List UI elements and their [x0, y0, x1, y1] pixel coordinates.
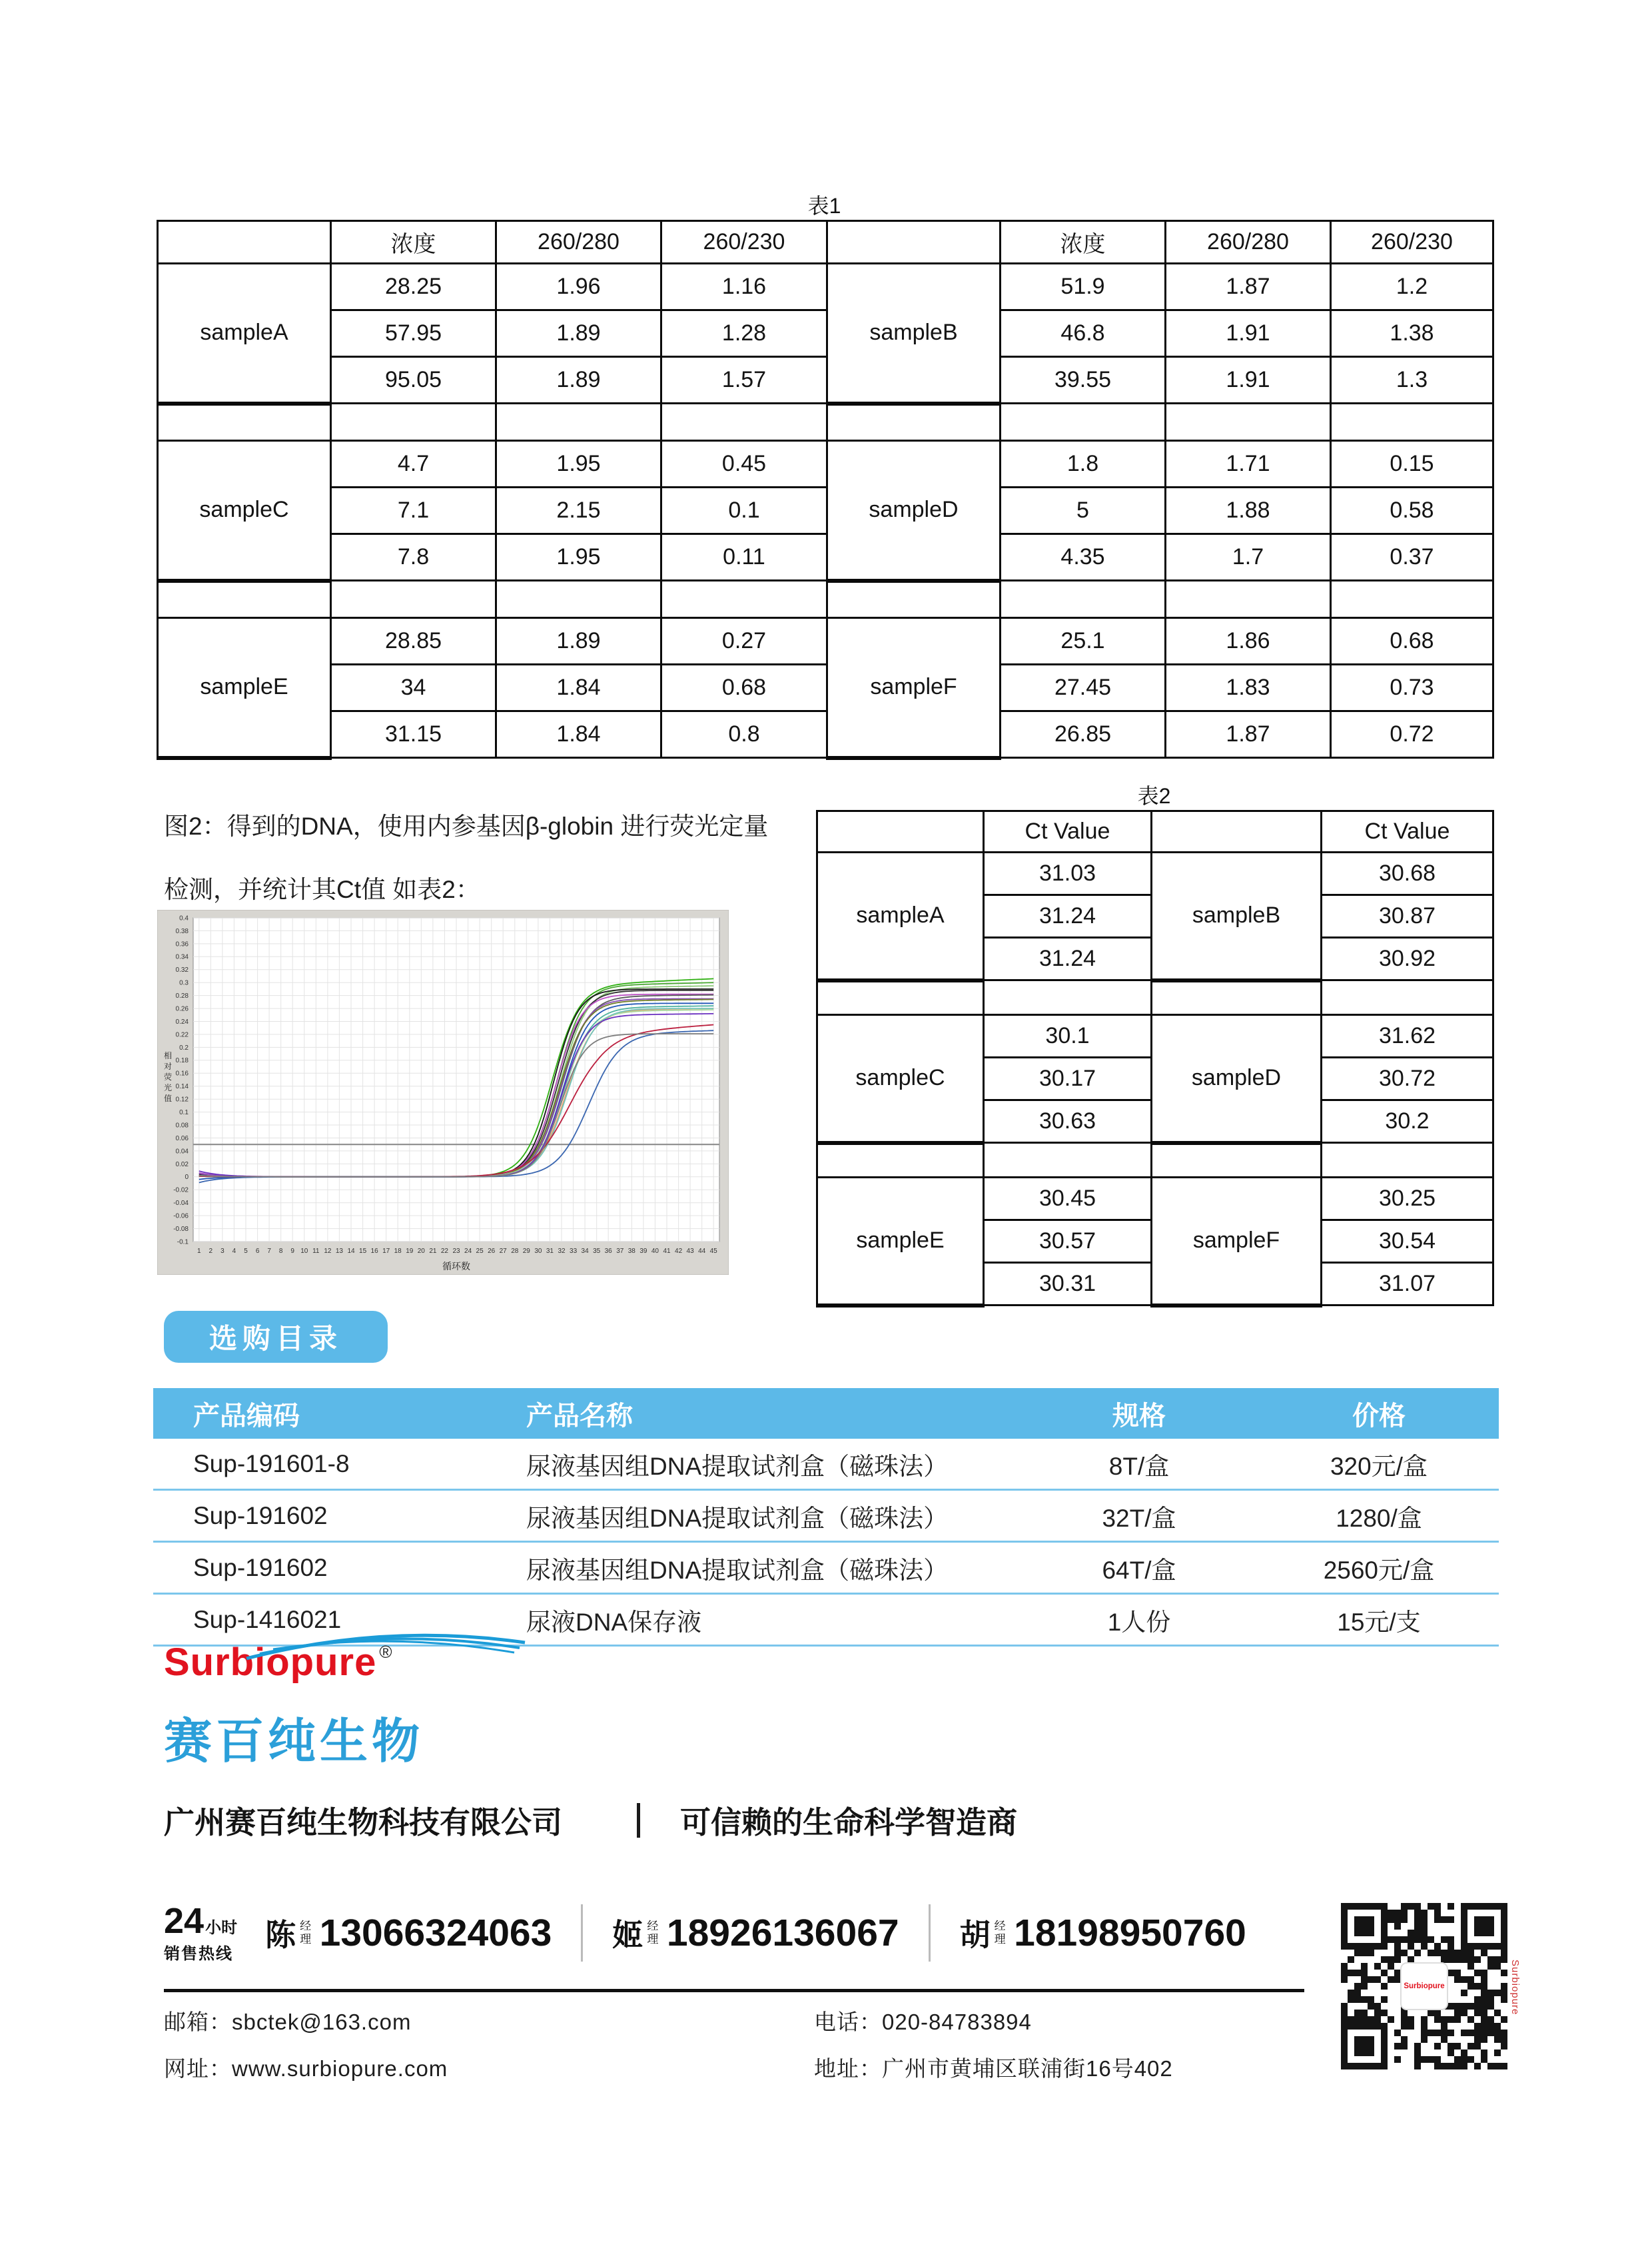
- cell: [1152, 811, 1322, 853]
- cell: [984, 1143, 1152, 1178]
- svg-text:0.16: 0.16: [175, 1070, 189, 1078]
- product-spec: 64T/盒: [1019, 1542, 1259, 1594]
- table-row: [817, 1015, 1493, 1058]
- value-cell: 0.11: [661, 534, 827, 581]
- cell: [827, 581, 1001, 618]
- sample-label: sampleE: [817, 1178, 984, 1306]
- value-cell: 0.73: [1331, 665, 1493, 711]
- col-header: Ct Value: [984, 811, 1152, 853]
- svg-text:5: 5: [244, 1248, 248, 1255]
- value-cell: 1.3: [1331, 357, 1493, 404]
- svg-text:36: 36: [604, 1248, 612, 1255]
- table-row: [158, 488, 1493, 534]
- svg-text:32: 32: [558, 1248, 566, 1255]
- svg-text:0.4: 0.4: [179, 915, 189, 923]
- svg-text:-0.08: -0.08: [173, 1226, 189, 1233]
- svg-text:35: 35: [593, 1248, 601, 1255]
- svg-text:7: 7: [267, 1248, 271, 1255]
- svg-text:20: 20: [417, 1248, 425, 1255]
- cell: [158, 581, 331, 618]
- value-cell: 1.95: [496, 441, 661, 488]
- svg-text:16: 16: [370, 1248, 378, 1255]
- footer-address: [814, 2052, 1173, 2083]
- value-cell: 1.89: [496, 357, 661, 404]
- svg-text:-0.1: -0.1: [177, 1238, 189, 1246]
- value-cell: 51.9: [1001, 264, 1166, 310]
- table-row: [153, 1542, 1499, 1594]
- svg-text:0.22: 0.22: [175, 1031, 189, 1039]
- value-cell: 1.16: [661, 264, 827, 310]
- table-header-row: [153, 1388, 1499, 1439]
- contact-entry: [960, 1911, 1246, 1955]
- value-cell: 0.58: [1331, 488, 1493, 534]
- footer-website: [164, 2052, 448, 2083]
- svg-text:0.28: 0.28: [175, 992, 189, 1000]
- company-name: 广州赛百纯生物科技有限公司: [164, 1805, 562, 1840]
- value-cell: 30.57: [984, 1220, 1152, 1263]
- registered-mark-icon: ®: [379, 1642, 392, 1662]
- svg-text:0.12: 0.12: [175, 1096, 189, 1104]
- col-header: 260/230: [661, 221, 827, 264]
- svg-text:0.02: 0.02: [175, 1160, 189, 1168]
- sample-label: sampleB: [1152, 853, 1322, 980]
- contact-phone: 18198950760: [1014, 1912, 1246, 1954]
- contact-title: 经理: [647, 1920, 659, 1946]
- product-code: Sup-191602: [153, 1490, 486, 1542]
- value-cell: 0.45: [661, 441, 827, 488]
- spacer-row: [817, 1143, 1493, 1178]
- value-cell: 1.88: [1166, 488, 1331, 534]
- value-cell: 1.71: [1166, 441, 1331, 488]
- table-row: [158, 711, 1493, 758]
- svg-text:0.08: 0.08: [175, 1122, 189, 1130]
- value-cell: 28.85: [331, 618, 496, 665]
- col-header: Ct Value: [1322, 811, 1493, 853]
- qr-center-text: Surbiopure: [1404, 1982, 1445, 1990]
- contact-name: 陈: [265, 1918, 296, 1952]
- value-cell: 5: [1001, 488, 1166, 534]
- sample-label: sampleA: [817, 853, 984, 980]
- logo-chinese: 赛百纯生物: [164, 1715, 424, 1768]
- value-cell: 0.15: [1331, 441, 1493, 488]
- svg-text:12: 12: [324, 1248, 332, 1255]
- product-code: Sup-1416021: [153, 1594, 486, 1646]
- value-cell: 39.55: [1001, 357, 1166, 404]
- svg-text:-0.02: -0.02: [173, 1186, 189, 1194]
- contact-title: 经理: [994, 1920, 1006, 1946]
- svg-text:相: 相: [163, 1051, 173, 1060]
- svg-text:14: 14: [347, 1248, 355, 1255]
- col-header: 产品名称: [486, 1388, 1019, 1439]
- value-cell: 1.38: [1331, 310, 1493, 357]
- company-line: [164, 1798, 1017, 1842]
- svg-text:22: 22: [440, 1248, 448, 1255]
- svg-text:1: 1: [197, 1248, 201, 1255]
- cell: [661, 581, 827, 618]
- product-name: 尿液基因组DNA提取试剂盒（磁珠法）: [486, 1490, 1019, 1542]
- value-cell: 31.24: [984, 938, 1152, 980]
- svg-text:9: 9: [290, 1248, 294, 1255]
- table1-title: 表1: [807, 194, 841, 218]
- figure2-caption: [164, 795, 837, 921]
- value-cell: 30.54: [1322, 1220, 1493, 1263]
- cell: [827, 221, 1001, 264]
- col-header: 260/280: [1166, 221, 1331, 264]
- table-row: [817, 853, 1493, 895]
- svg-text:39: 39: [639, 1248, 647, 1255]
- cell: [331, 581, 496, 618]
- value-cell: 7.8: [331, 534, 496, 581]
- value-cell: 31.07: [1322, 1263, 1493, 1306]
- svg-text:24: 24: [464, 1248, 472, 1255]
- product-name: 尿液基因组DNA提取试剂盒（磁珠法）: [486, 1439, 1019, 1490]
- cell: [1166, 581, 1331, 618]
- cell: [1152, 980, 1322, 1015]
- sample-label: sampleB: [827, 264, 1001, 404]
- svg-text:0.2: 0.2: [179, 1044, 189, 1052]
- product-code: Sup-191601-8: [153, 1439, 486, 1490]
- svg-text:13: 13: [335, 1248, 343, 1255]
- value-cell: 1.84: [496, 711, 661, 758]
- value-cell: 28.25: [331, 264, 496, 310]
- cell: [1322, 1143, 1493, 1178]
- col-header: 260/280: [496, 221, 661, 264]
- value-cell: 57.95: [331, 310, 496, 357]
- sample-label: sampleE: [158, 618, 331, 758]
- footer-label: 邮箱：: [164, 2010, 232, 2034]
- sample-label: sampleC: [158, 441, 331, 581]
- value-cell: 0.68: [1331, 618, 1493, 665]
- divider: [164, 1989, 1304, 1992]
- cell: [1152, 1143, 1322, 1178]
- svg-text:0.36: 0.36: [175, 940, 189, 948]
- sample-label: sampleD: [827, 441, 1001, 581]
- cell: [158, 404, 331, 441]
- product-name: 尿液DNA保存液: [486, 1594, 1019, 1646]
- value-cell: 0.27: [661, 618, 827, 665]
- col-header: 浓度: [331, 221, 496, 264]
- footer-label: 网址：: [164, 2056, 232, 2081]
- svg-text:31: 31: [546, 1248, 554, 1255]
- svg-text:30: 30: [534, 1248, 542, 1255]
- col-header: 价格: [1259, 1388, 1499, 1439]
- x-axis-title: 循环数: [442, 1261, 470, 1272]
- value-cell: 0.37: [1331, 534, 1493, 581]
- value-cell: 1.89: [496, 618, 661, 665]
- svg-text:41: 41: [663, 1248, 671, 1255]
- y-axis-title: [164, 1050, 172, 1103]
- brand-logo: [164, 1640, 710, 1772]
- cell: [661, 404, 827, 441]
- value-cell: 30.45: [984, 1178, 1152, 1220]
- company-slogan: 可信赖的生命科学智造商: [680, 1805, 1017, 1840]
- cell: [1322, 980, 1493, 1015]
- value-cell: 31.24: [984, 895, 1152, 938]
- product-spec: 32T/盒: [1019, 1490, 1259, 1542]
- qr-center-logo: [1400, 1962, 1448, 2010]
- svg-text:0.3: 0.3: [179, 979, 189, 987]
- svg-text:40: 40: [651, 1248, 659, 1255]
- cell: [827, 404, 1001, 441]
- svg-text:2: 2: [208, 1248, 213, 1255]
- value-cell: 1.84: [496, 665, 661, 711]
- footer-email: [164, 2005, 411, 2036]
- value-cell: 0.1: [661, 488, 827, 534]
- svg-text:值: 值: [163, 1094, 173, 1103]
- svg-text:45: 45: [709, 1248, 717, 1255]
- table-row: [158, 618, 1493, 665]
- value-cell: 1.7: [1166, 534, 1331, 581]
- svg-text:0.04: 0.04: [175, 1148, 189, 1156]
- divider: [637, 1803, 640, 1838]
- svg-text:38: 38: [627, 1248, 635, 1255]
- contact-entry: [612, 1911, 899, 1955]
- value-cell: 1.91: [1166, 310, 1331, 357]
- svg-text:0.34: 0.34: [175, 953, 189, 961]
- value-cell: 30.25: [1322, 1178, 1493, 1220]
- contact-name: 胡: [959, 1918, 991, 1952]
- cell: [817, 1143, 984, 1178]
- svg-text:10: 10: [300, 1248, 308, 1255]
- caption-line: 检测，并统计其Ct值 如表2：: [164, 876, 480, 903]
- col-header: 产品编码: [153, 1388, 486, 1439]
- product-spec: 8T/盒: [1019, 1439, 1259, 1490]
- footer-value: sbctek@163.com: [232, 2010, 412, 2034]
- col-header: 规格: [1019, 1388, 1259, 1439]
- svg-text:28: 28: [511, 1248, 519, 1255]
- value-cell: 4.35: [1001, 534, 1166, 581]
- spacer-row: [158, 581, 1493, 618]
- sample-label: sampleD: [1152, 1015, 1322, 1143]
- table-row: [158, 357, 1493, 404]
- value-cell: 1.83: [1166, 665, 1331, 711]
- hotline-subtitle: 销售热线: [164, 1944, 233, 1963]
- sample-label: sampleF: [827, 618, 1001, 758]
- svg-text:17: 17: [382, 1248, 390, 1255]
- value-cell: 31.15: [331, 711, 496, 758]
- svg-text:6: 6: [255, 1248, 260, 1255]
- value-cell: 1.91: [1166, 357, 1331, 404]
- svg-text:0.32: 0.32: [175, 966, 189, 974]
- cell: [1331, 581, 1493, 618]
- table1-dna-qc: [157, 220, 1494, 760]
- footer-value: 广州市黄埔区联浦街16号402: [882, 2056, 1173, 2081]
- svg-text:对: 对: [163, 1062, 173, 1071]
- product-name: 尿液基因组DNA提取试剂盒（磁珠法）: [486, 1542, 1019, 1594]
- svg-text:3: 3: [220, 1248, 224, 1255]
- table-row: [158, 441, 1493, 488]
- cell: [1166, 404, 1331, 441]
- cell: [331, 404, 496, 441]
- table-row: [158, 221, 1493, 264]
- value-cell: 31.03: [984, 853, 1152, 895]
- value-cell: 34: [331, 665, 496, 711]
- logo-en-row: [164, 1640, 710, 1697]
- hotline-hours: 24: [164, 1900, 205, 1941]
- value-cell: 1.57: [661, 357, 827, 404]
- value-cell: 30.68: [1322, 853, 1493, 895]
- logo-wordmark: Surbiopure: [164, 1641, 377, 1684]
- svg-text:8: 8: [278, 1248, 283, 1255]
- svg-text:42: 42: [675, 1248, 683, 1255]
- svg-text:0.06: 0.06: [175, 1134, 189, 1142]
- table2-ct-values: [816, 810, 1494, 1308]
- svg-text:27: 27: [499, 1248, 507, 1255]
- value-cell: 26.85: [1001, 711, 1166, 758]
- svg-text:21: 21: [429, 1248, 437, 1255]
- svg-text:37: 37: [616, 1248, 624, 1255]
- svg-text:0.14: 0.14: [175, 1083, 189, 1091]
- col-header: 浓度: [1001, 221, 1166, 264]
- product-price: 320元/盒: [1259, 1439, 1499, 1490]
- table-row: [158, 534, 1493, 581]
- hotline-hours-unit: 小时: [205, 1918, 238, 1937]
- footer-phone: [814, 2005, 1032, 2036]
- table2-title: 表2: [1137, 784, 1171, 808]
- cell: [1001, 581, 1166, 618]
- value-cell: 30.2: [1322, 1100, 1493, 1143]
- value-cell: 0.68: [661, 665, 827, 711]
- svg-text:0.26: 0.26: [175, 1005, 189, 1013]
- table-row: [158, 264, 1493, 310]
- sample-label: sampleC: [817, 1015, 984, 1143]
- svg-text:23: 23: [452, 1248, 460, 1255]
- value-cell: 1.96: [496, 264, 661, 310]
- svg-text:25: 25: [476, 1248, 484, 1255]
- contact-title: 经理: [300, 1920, 312, 1946]
- cell: [1331, 404, 1493, 441]
- svg-text:0.24: 0.24: [175, 1018, 189, 1026]
- svg-text:18: 18: [394, 1248, 402, 1255]
- value-cell: 1.8: [1001, 441, 1166, 488]
- qpcr-chart-svg: [157, 910, 729, 1275]
- cell: [817, 980, 984, 1015]
- svg-text:29: 29: [522, 1248, 530, 1255]
- footer-value: 020-84783894: [882, 2010, 1032, 2034]
- table-row: [158, 665, 1493, 711]
- footer-label: 电话：: [814, 2010, 882, 2034]
- value-cell: 0.8: [661, 711, 827, 758]
- svg-text:19: 19: [406, 1248, 414, 1255]
- catalog-badge-label: 选购目录: [208, 1323, 342, 1354]
- qr-code: [1340, 1902, 1508, 2070]
- value-cell: 4.7: [331, 441, 496, 488]
- svg-text:34: 34: [581, 1248, 589, 1255]
- contact-phone: 18926136067: [666, 1912, 899, 1954]
- svg-text:4: 4: [232, 1248, 236, 1255]
- cell: [817, 811, 984, 853]
- qr-side-text: Surbiopure: [1509, 1960, 1521, 2016]
- table-row: [158, 310, 1493, 357]
- svg-text:44: 44: [698, 1248, 706, 1255]
- cell: [496, 581, 661, 618]
- cell: [1001, 404, 1166, 441]
- col-header: 260/230: [1331, 221, 1493, 264]
- divider: [581, 1904, 583, 1962]
- value-cell: 30.17: [984, 1058, 1152, 1100]
- product-price: 2560元/盒: [1259, 1542, 1499, 1594]
- svg-text:15: 15: [359, 1248, 367, 1255]
- value-cell: 31.62: [1322, 1015, 1493, 1058]
- footer-label: 地址：: [814, 2056, 882, 2081]
- value-cell: 46.8: [1001, 310, 1166, 357]
- value-cell: 30.92: [1322, 938, 1493, 980]
- hotline-label: [164, 1900, 238, 1964]
- svg-text:43: 43: [686, 1248, 694, 1255]
- svg-text:荧: 荧: [163, 1072, 173, 1082]
- value-cell: 30.1: [984, 1015, 1152, 1058]
- value-cell: 7.1: [331, 488, 496, 534]
- divider: [929, 1904, 931, 1962]
- table-row: [153, 1439, 1499, 1490]
- value-cell: 1.86: [1166, 618, 1331, 665]
- product-catalog-table: [153, 1388, 1499, 1647]
- value-cell: 2.15: [496, 488, 661, 534]
- svg-text:-0.04: -0.04: [173, 1200, 189, 1208]
- contact-phone: 13066324063: [319, 1912, 552, 1954]
- contact-entry: [265, 1911, 552, 1955]
- svg-text:0.38: 0.38: [175, 927, 189, 935]
- value-cell: 1.2: [1331, 264, 1493, 310]
- table-row: [153, 1490, 1499, 1542]
- value-cell: 30.31: [984, 1263, 1152, 1306]
- svg-text:11: 11: [312, 1248, 320, 1255]
- svg-text:0: 0: [185, 1174, 189, 1182]
- hotline-bar: [164, 1900, 1246, 1966]
- value-cell: 27.45: [1001, 665, 1166, 711]
- table-row: [153, 1594, 1499, 1646]
- contact-name: 姬: [612, 1918, 643, 1952]
- product-price: 1280/盒: [1259, 1490, 1499, 1542]
- qpcr-amplification-chart: [157, 910, 729, 1275]
- spacer-row: [158, 404, 1493, 441]
- sample-label: sampleF: [1152, 1178, 1322, 1306]
- svg-text:33: 33: [570, 1248, 578, 1255]
- caption-line: 图2：得到的DNA，使用内参基因β-globin 进行荧光定量: [164, 813, 769, 840]
- value-cell: 30.72: [1322, 1058, 1493, 1100]
- value-cell: 1.28: [661, 310, 827, 357]
- value-cell: 1.89: [496, 310, 661, 357]
- value-cell: 30.87: [1322, 895, 1493, 938]
- product-spec: 1人份: [1019, 1594, 1259, 1646]
- value-cell: 1.95: [496, 534, 661, 581]
- table-row: [817, 811, 1493, 853]
- value-cell: 25.1: [1001, 618, 1166, 665]
- svg-text:-0.06: -0.06: [173, 1212, 189, 1220]
- product-code: Sup-191602: [153, 1542, 486, 1594]
- table-row: [817, 1178, 1493, 1220]
- cell: [496, 404, 661, 441]
- value-cell: 1.87: [1166, 711, 1331, 758]
- svg-text:光: 光: [163, 1083, 173, 1092]
- value-cell: 95.05: [331, 357, 496, 404]
- product-price: 15元/支: [1259, 1594, 1499, 1646]
- value-cell: 1.87: [1166, 264, 1331, 310]
- catalog-badge: [164, 1311, 388, 1363]
- value-cell: 0.72: [1331, 711, 1493, 758]
- svg-text:0.1: 0.1: [179, 1109, 189, 1116]
- value-cell: 30.63: [984, 1100, 1152, 1143]
- svg-text:0.18: 0.18: [175, 1057, 189, 1065]
- footer-value: www.surbiopure.com: [232, 2056, 448, 2081]
- sample-label: sampleA: [158, 264, 331, 404]
- spacer-row: [817, 980, 1493, 1015]
- cell: [984, 980, 1152, 1015]
- cell: [158, 221, 331, 264]
- svg-text:26: 26: [488, 1248, 496, 1255]
